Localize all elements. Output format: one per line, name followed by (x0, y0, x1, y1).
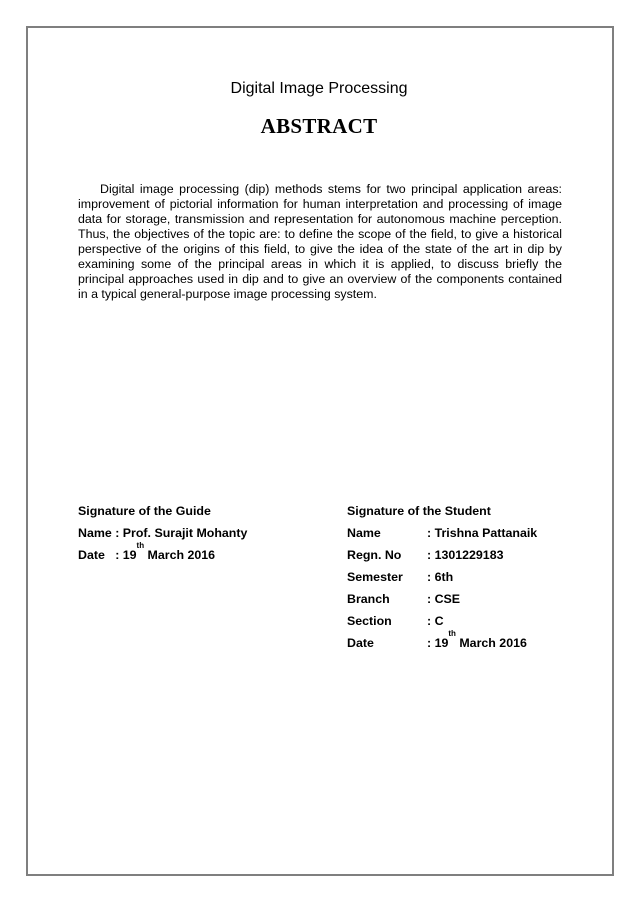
document-heading: ABSTRACT (260, 114, 378, 138)
guide-date-suffix: March 2016 (144, 548, 216, 562)
guide-date-row (78, 541, 247, 568)
student-signature-block (347, 502, 537, 656)
student-field-row (347, 568, 537, 590)
student-field-value: : 6th (427, 570, 454, 584)
guide-title: Signature of the Guide (78, 504, 211, 518)
student-field-value: : 1301229183 (427, 548, 504, 562)
document-subject: Digital Image Processing (230, 80, 408, 97)
student-field-label: Name (347, 526, 381, 540)
student-field-value: : C (427, 614, 444, 628)
student-field-row (347, 546, 537, 568)
student-title: Signature of the Student (347, 504, 491, 518)
guide-date-prefix: : 19 (115, 548, 137, 562)
guide-signature-block (78, 502, 247, 568)
guide-name-label: Name (78, 526, 112, 540)
student-date-row (347, 629, 537, 656)
guide-name-value: : Prof. Surajit Mohanty (115, 526, 248, 540)
student-field-row (347, 590, 537, 612)
student-field-row (347, 612, 537, 634)
student-field-value: : Trishna Pattanaik (427, 526, 538, 540)
guide-date-label: Date (78, 548, 105, 562)
page-border (26, 26, 614, 876)
abstract-paragraph: Digital image processing (dip) methods stems for two principal application areas: improvement of pictorial information for human interpretation and processing of image data for storage, transmission and representation for autonomous machine perception. Thus, the objectives of the topic are: to define the scope of the field, to give a historical perspective of the origins of this field, to give the idea of the state of the art in dip by examining some of the principal areas in which it is applied, to discuss briefly the principal approaches used in dip and to give an overview of the components contained in a typical general-purpose image processing system. (78, 182, 562, 301)
student-field-row (347, 524, 537, 546)
student-field-label: Section (347, 614, 392, 628)
student-field-label: Branch (347, 592, 390, 606)
guide-date-sup: th (136, 541, 145, 550)
guide-name-row (78, 524, 247, 546)
student-date-suffix: March 2016 (455, 636, 527, 650)
student-field-label: Semester (347, 570, 403, 584)
student-field-value: : CSE (427, 592, 461, 606)
student-date-sup: th (448, 629, 456, 638)
student-field-label: Regn. No (347, 548, 402, 562)
student-date-prefix: : 19 (427, 636, 449, 650)
student-date-label: Date (347, 636, 374, 650)
